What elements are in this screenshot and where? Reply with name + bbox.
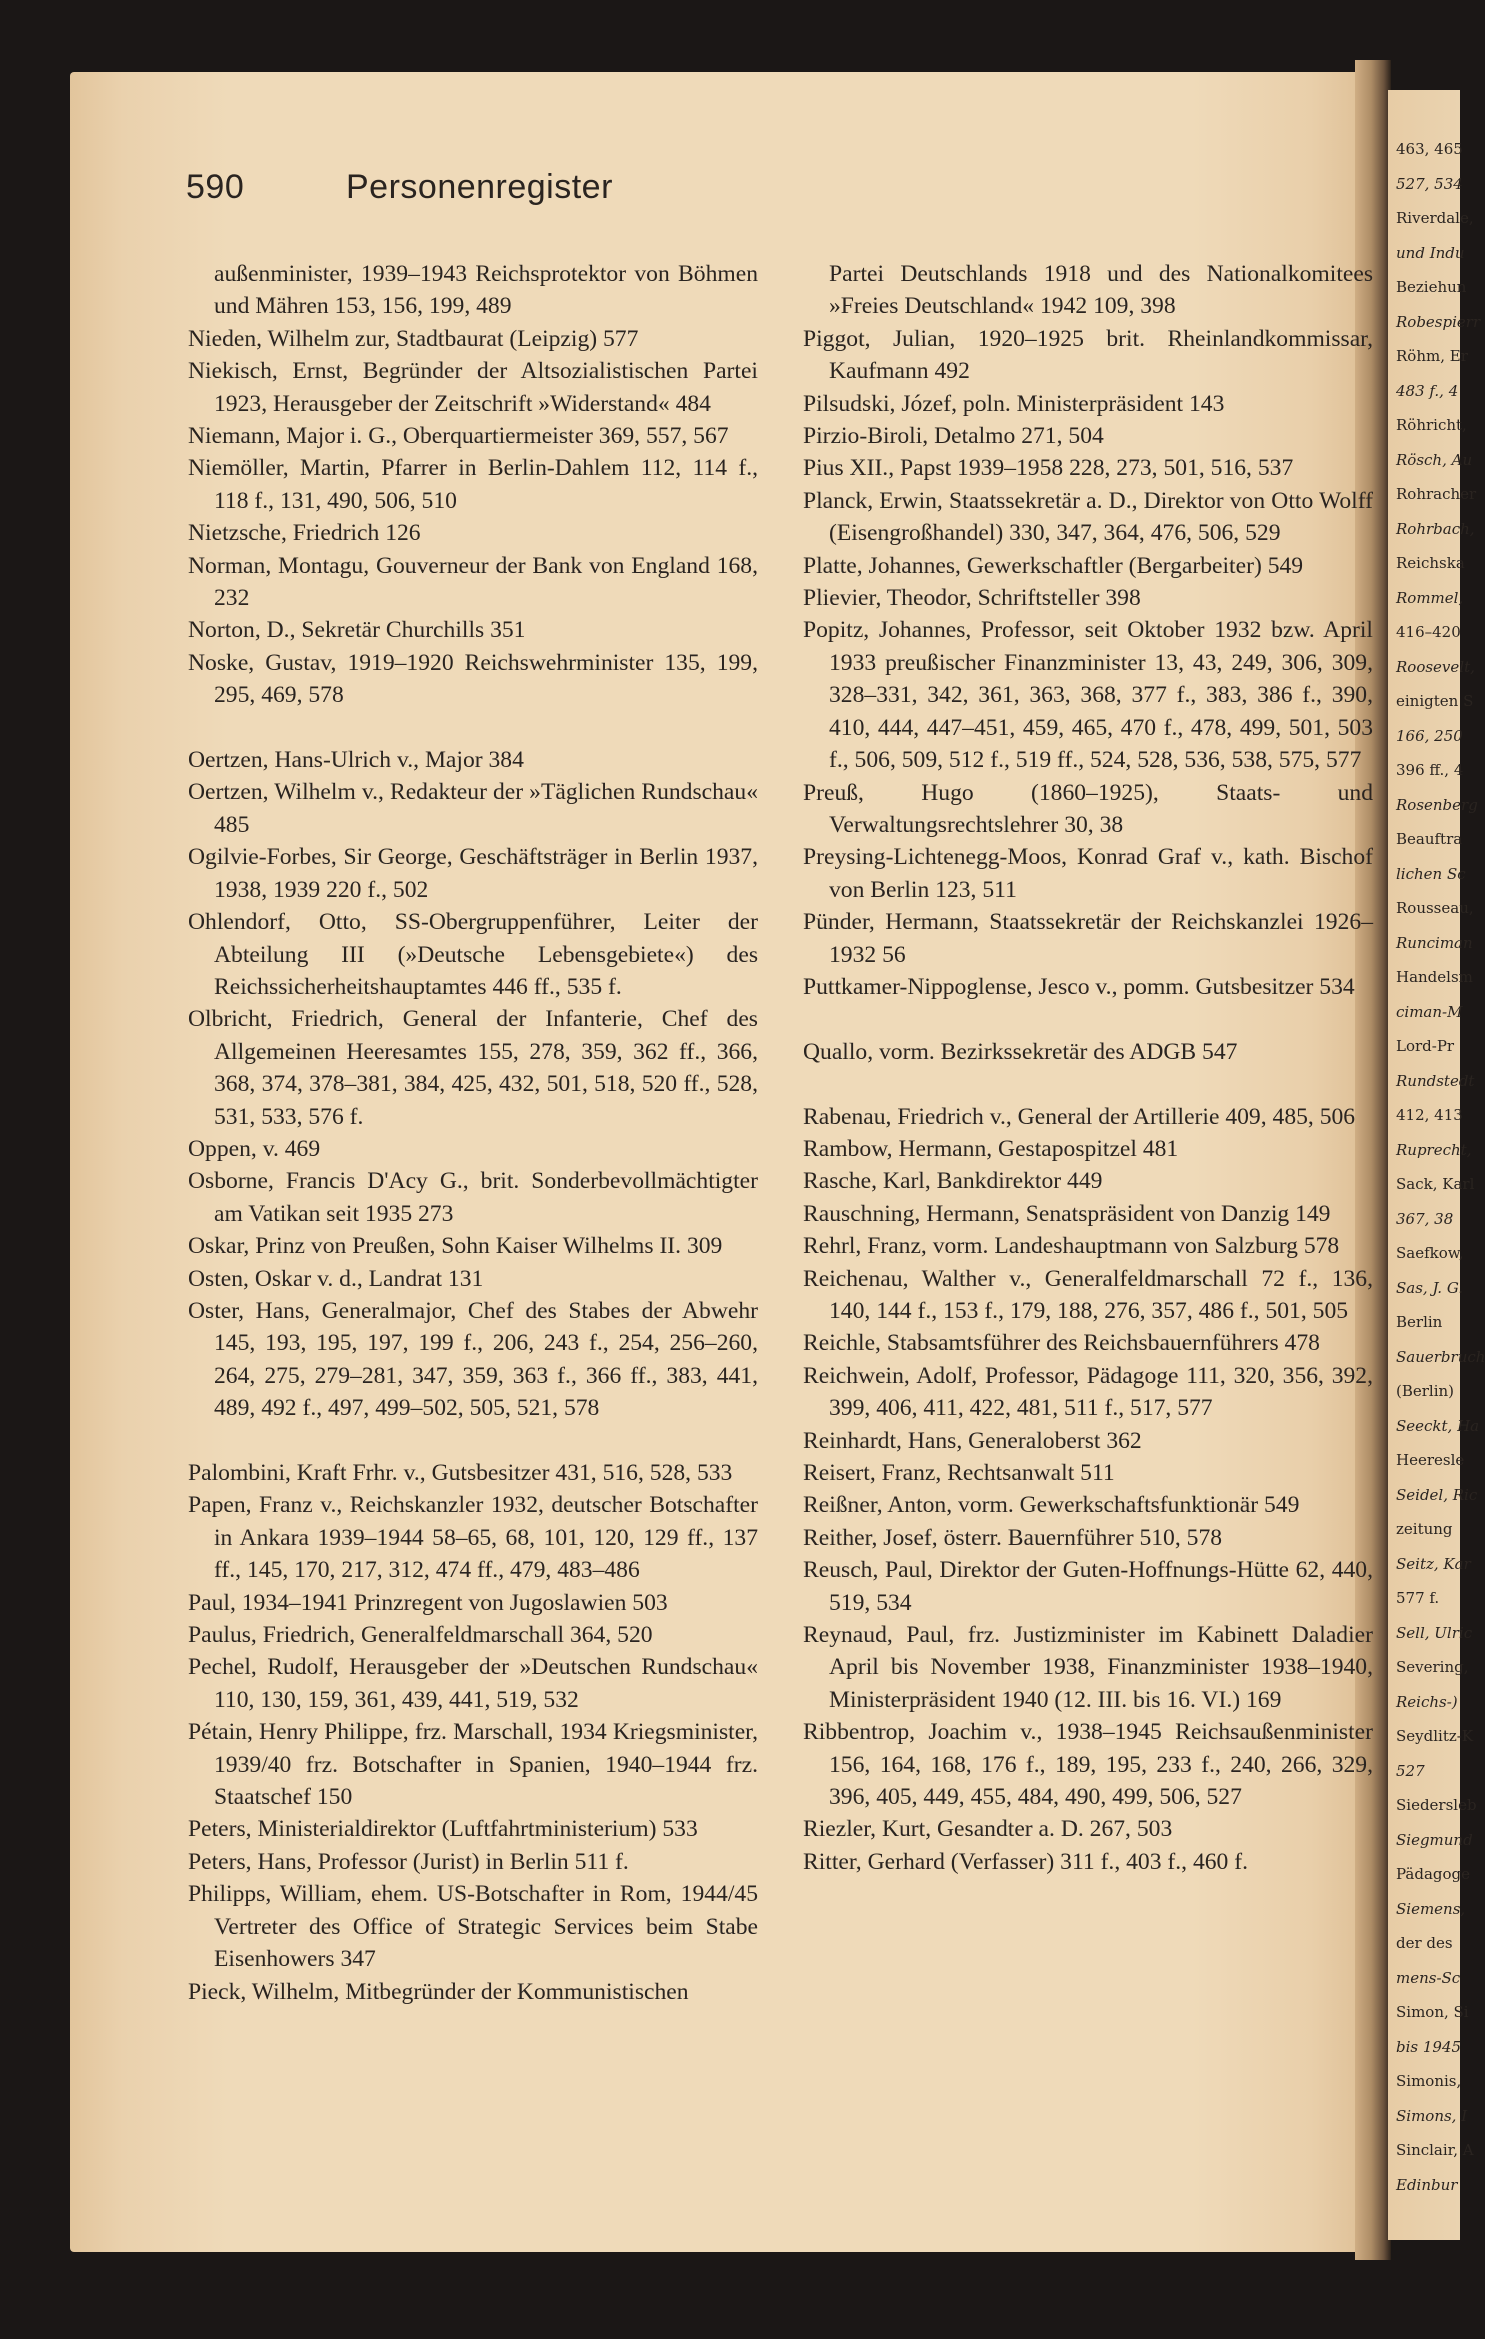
index-entry: Rabenau, Friedrich v., General der Artillerie 409, 485, 506 [803,1103,1356,1130]
adjacent-page-fragment: Simon, Si [1396,2003,1469,2021]
adjacent-page-fragment: Saefkow, [1396,1244,1464,1262]
index-entry: Oertzen, Hans-Ulrich v., Major 384 [188,747,524,774]
index-entry: Peters, Hans, Professor (Jurist) in Berlin 511 f. [188,1848,629,1875]
adjacent-page-fragment: Rösch, Au [1396,450,1473,469]
index-entry: außenminister, 1939–1943 Reichsprotektor von Böhmen und Mähren 153, 156, 199, 489 [214,261,758,320]
index-entry: Plievier, Theodor, Schriftsteller 398 [803,585,1141,612]
adjacent-page-fragment: Siemens, [1396,1899,1466,1918]
index-entry: Reusch, Paul, Direktor der Guten-Hoffnungs-Hütte 62, 440, 519, 534 [803,1557,1373,1616]
index-entry: Pétain, Henry Philippe, frz. Marschall, 1934 Kriegsminister, 1939/40 frz. Botschafter in Spanien, 1940–1944 frz. Staatschef 150 [188,1719,758,1811]
index-entry: Norton, D., Sekretär Churchills 351 [188,617,526,644]
index-entry: Rehrl, Franz, vorm. Landeshauptmann von Salzburg 578 [803,1233,1340,1260]
index-entry: Pius XII., Papst 1939–1958 228, 273, 501, 516, 537 [803,455,1294,482]
adjacent-page-fragment: Seitz, Kar [1396,1554,1471,1573]
index-entry: Reither, Josef, österr. Bauernführer 510, 578 [803,1524,1223,1551]
adjacent-page-fragment: Pädagoge [1396,1865,1471,1883]
index-entry: Quallo, vorm. Bezirkssekretär des ADGB 547 [803,1038,1238,1065]
adjacent-page-fragment: Simons, I [1396,2106,1468,2125]
index-entry: Oertzen, Wilhelm v., Redakteur der »Täglichen Rundschau« 485 [188,779,758,838]
adjacent-page-fragment: (Berlin) [1396,1382,1455,1400]
adjacent-page-fragment: 166, 250 [1396,726,1463,745]
adjacent-page-fragment: 412, 413 [1396,1106,1463,1124]
index-entry: Rasche, Karl, Bankdirektor 449 [803,1168,1103,1195]
index-entry: Pünder, Hermann, Staatssekretär der Reichskanzlei 1926–1932 56 [803,909,1373,968]
adjacent-page-fragment: mens-Sc [1396,1968,1461,1987]
index-entry: Pirzio-Biroli, Detalmo 271, 504 [803,423,1104,450]
adjacent-page-fragment: Riverdale, [1396,209,1474,227]
adjacent-page-fragment: Siegmund [1396,1830,1473,1849]
index-entry: Oppen, v. 469 [188,1135,321,1162]
adjacent-page-fragment: 527 [1396,1761,1425,1780]
adjacent-page-edge [1388,90,1485,2240]
adjacent-page-fragment: Rohrbach, [1396,519,1475,538]
index-entry: Reynaud, Paul, frz. Justizminister im Kabinett Daladier April bis November 1938, Finanzminister 1938–1940, Ministerpräsident 1940 (12. III. bis 16. VI.) 169 [803,1622,1373,1713]
index-entry: Preysing-Lichtenegg-Moos, Konrad Graf v., kath. Bischof von Berlin 123, 511 [803,844,1373,903]
index-entry: Popitz, Johannes, Professor, seit Oktober 1932 bzw. April 1933 preußischer Finanzminister 13, 43, 249, 306, 309, 328–331, 342, 361, 363, 368, 377 f., 383, 386 f., 390, 410, 444, 447–451, 459, 465, 470 f., 478, 499, 501, 503 f., 506, 509, 512 f., 519 ff., 524, 528, 536, 538, 575, 577 [803,617,1373,774]
index-entry: Paulus, Friedrich, Generalfeldmarschall 364, 520 [188,1622,653,1649]
adjacent-page-fragment: Seidel, Ric [1396,1485,1478,1504]
adjacent-page-fragment: einigten S [1396,692,1474,710]
index-entry: Ritter, Gerhard (Verfasser) 311 f., 403 f., 460 f. [803,1848,1249,1875]
adjacent-page-fragment: der des [1396,1934,1453,1952]
index-entry: Niemann, Major i. G., Oberquartiermeister 369, 557, 567 [188,423,729,450]
adjacent-page-fragment: 577 f. [1396,1589,1440,1607]
index-entry: Reichle, Stabsamtsführer des Reichsbauernführers 478 [803,1330,1320,1357]
adjacent-page-fragment: Sinclair, A [1396,2141,1474,2159]
index-entry: Osborne, Francis D'Acy G., brit. Sonderbevollmächtigter am Vatikan seit 1935 273 [188,1168,758,1227]
adjacent-page-fragment: Sack, Karl [1396,1175,1475,1193]
index-entry: Reichwein, Adolf, Professor, Pädagoge 111, 320, 356, 392, 399, 406, 411, 422, 481, 511 f., 517, 577 [803,1362,1373,1422]
index-entry: Preuß, Hugo (1860–1925), Staats- und Verwaltungsrechtslehrer 30, 38 [803,779,1373,838]
index-entry: Niemöller, Martin, Pfarrer in Berlin-Dahlem 112, 114 f., 118 f., 131, 490, 506, 510 [188,455,758,514]
index-entry: Ohlendorf, Otto, SS-Obergruppenführer, Leiter der Abteilung III (»Deutsche Lebensgebiete«) des Reichssicherheitshauptamtes 446 ff., 535 f. [188,909,758,1000]
adjacent-page-fragment: Beziehun [1396,278,1467,296]
index-entry: Puttkamer-Nippoglense, Jesco v., pomm. Gutsbesitzer 534 [803,973,1355,1000]
adjacent-page-fragment: Rundstedt [1396,1071,1475,1090]
page-title: Personenregister [346,168,613,206]
adjacent-page-fragment: Heeresle [1396,1451,1465,1469]
index-entry: Pechel, Rudolf, Herausgeber der »Deutschen Rundschau« 110, 130, 159, 361, 439, 441, 519, 532 [188,1654,758,1713]
index-entry: Oskar, Prinz von Preußen, Sohn Kaiser Wilhelms II. 309 [188,1233,723,1260]
adjacent-page-fragment: Ruprecht, [1396,1140,1472,1159]
adjacent-page-fragment: Reichska [1396,554,1465,572]
index-entry: Olbricht, Friedrich, General der Infanterie, Chef des Allgemeinen Heeresamtes 155, 278, 359, 362 ff., 366, 368, 374, 378–381, 384, 425, 432, 501, 518, 520 ff., 528, 531, 533, 576 f. [188,1006,758,1130]
index-entry: Reichenau, Walther v., Generalfeldmarschall 72 f., 136, 140, 144 f., 153 f., 179, 188, 276, 357, 486 f., 501, 505 [803,1265,1373,1324]
index-entry: Oster, Hans, Generalmajor, Chef des Stabes der Abwehr 145, 193, 195, 197, 199 f., 206, 243 f., 254, 256–260, 264, 275, 279–281, 347, 359, 363 f., 366 ff., 383, 441, 489, 492 f., 497, 499–502, 505, 521, 578 [188,1297,758,1422]
adjacent-page-fragment: Seydlitz-K [1396,1727,1474,1745]
adjacent-page-fragment: Lord-Pr [1396,1037,1455,1055]
index-entry: Partei Deutschlands 1918 und des Nationalkomitees »Freies Deutschland« 1942 109, 398 [829,261,1373,320]
adjacent-page-fragment: Robespierr [1396,312,1481,331]
index-entry: Papen, Franz v., Reichskanzler 1932, deutscher Botschafter in Ankara 1939–1944 58–65, 68, 101, 120, 129 ff., 137 ff., 145, 170, 217, 312, 474 ff., 479, 483–486 [188,1492,758,1584]
adjacent-page-fragment: Sauerbruch [1396,1347,1485,1366]
adjacent-page-fragment: zeitung [1396,1520,1453,1538]
adjacent-page-fragment: 396 ff., 4 [1396,761,1464,779]
adjacent-page-fragment: ciman-M [1396,1002,1463,1021]
index-column-left [188,258,758,2008]
index-entry: Piggot, Julian, 1920–1925 brit. Rheinlandkommissar, Kaufmann 492 [803,325,1373,385]
adjacent-page-fragment: 527, 534 [1396,174,1463,193]
index-entry: Reinhardt, Hans, Generaloberst 362 [803,1427,1142,1454]
index-entry: Philipps, William, ehem. US-Botschafter in Rom, 1944/45 Vertreter des Office of Strategic Services beim Stabe Eisenhowers 347 [188,1881,758,1973]
index-entry: Palombini, Kraft Frhr. v., Gutsbesitzer 431, 516, 528, 533 [188,1460,733,1486]
adjacent-page-fragment: Rohracher [1396,485,1477,503]
adjacent-page-fragment: Roosevelt, [1396,657,1475,676]
page-header [186,168,613,207]
index-entry: Paul, 1934–1941 Prinzregent von Jugoslawien 503 [188,1589,668,1616]
index-entry: Norman, Montagu, Gouverneur der Bank von England 168, 232 [188,552,758,612]
index-entry: Reisert, Franz, Rechtsanwalt 511 [803,1460,1115,1486]
adjacent-page-fragment: und Indu [1396,243,1465,262]
index-entry: Pilsudski, Józef, poln. Ministerpräsident 143 [803,390,1225,417]
adjacent-page-fragment: 416–420 [1396,623,1461,641]
adjacent-page-fragment: Severing, [1396,1658,1469,1676]
adjacent-page-fragment: Rommel, [1396,588,1464,607]
index-entry: Noske, Gustav, 1919–1920 Reichswehrminister 135, 199, 295, 469, 578 [188,649,758,709]
adjacent-page-fragment: 367, 38 [1396,1209,1454,1228]
adjacent-page-fragment: lichen Sc [1396,864,1466,883]
adjacent-page-fragment: Rosenberg [1396,795,1478,814]
adjacent-page-fragment: Runciman [1396,933,1473,952]
adjacent-page-fragment: Rousseau, [1396,899,1474,917]
index-entry: Riezler, Kurt, Gesandter a. D. 267, 503 [803,1816,1173,1843]
adjacent-page-fragment: Seeckt, Ha [1396,1416,1480,1435]
index-entry: Niekisch, Ernst, Begründer der Altsozialistischen Partei 1923, Herausgeber der Zeitschrift »Widerstand« 484 [188,358,758,417]
index-entry: Platte, Johannes, Gewerkschaftler (Bergarbeiter) 549 [803,552,1304,579]
adjacent-page-fragment: 463, 465 [1396,140,1463,158]
adjacent-page-fragment: Siedersleb [1396,1796,1477,1814]
adjacent-page-fragment: Berlin [1396,1313,1443,1331]
adjacent-page-fragment: bis 1945 [1396,2037,1462,2056]
adjacent-page-fragment: Röhm, Er [1396,347,1468,365]
index-entry: Ogilvie-Forbes, Sir George, Geschäftsträger in Berlin 1937, 1938, 1939 220 f., 502 [188,844,758,903]
index-entry: Pieck, Wilhelm, Mitbegründer der Kommunistischen [188,1978,689,2005]
adjacent-page-fragment: Beauftra [1396,830,1463,848]
index-entry: Planck, Erwin, Staatssekretär a. D., Direktor von Otto Wolff (Eisengroßhandel) 330, 347, 364, 476, 506, 529 [803,487,1373,547]
index-entry: Osten, Oskar v. d., Landrat 131 [188,1265,484,1292]
index-entry: Reißner, Anton, vorm. Gewerkschaftsfunktionär 549 [803,1492,1300,1519]
index-entry: Nietzsche, Friedrich 126 [188,520,421,547]
index-entry: Nieden, Wilhelm zur, Stadtbaurat (Leipzig) 577 [188,325,639,352]
index-entry: Peters, Ministerialdirektor (Luftfahrtministerium) 533 [188,1816,698,1843]
page-number: 590 [186,168,245,206]
adjacent-page-fragment: Sas, J. G. [1396,1278,1464,1297]
adjacent-page-fragment: Reichs-) [1396,1692,1458,1711]
adjacent-page-fragment: Sell, Ulric [1396,1623,1473,1642]
adjacent-page-fragment: Röhricht, [1396,416,1467,434]
index-entry: Rambow, Hermann, Gestapospitzel 481 [803,1135,1179,1162]
adjacent-page-fragment: Edinbur [1396,2175,1458,2194]
adjacent-page-fragment: Simonis, [1396,2072,1462,2090]
index-entry: Ribbentrop, Joachim v., 1938–1945 Reichsaußenminister 156, 164, 168, 176 f., 189, 195, 233 f., 240, 266, 329, 396, 405, 449, 455, 484, 490, 499, 506, 527 [803,1719,1373,1811]
adjacent-page-fragment: Handelsm [1396,968,1473,986]
index-column-right [803,258,1373,1878]
adjacent-page-fragment: 483 f., 4 [1396,381,1459,400]
index-entry: Rauschning, Hermann, Senatspräsident von Danzig 149 [803,1200,1331,1227]
